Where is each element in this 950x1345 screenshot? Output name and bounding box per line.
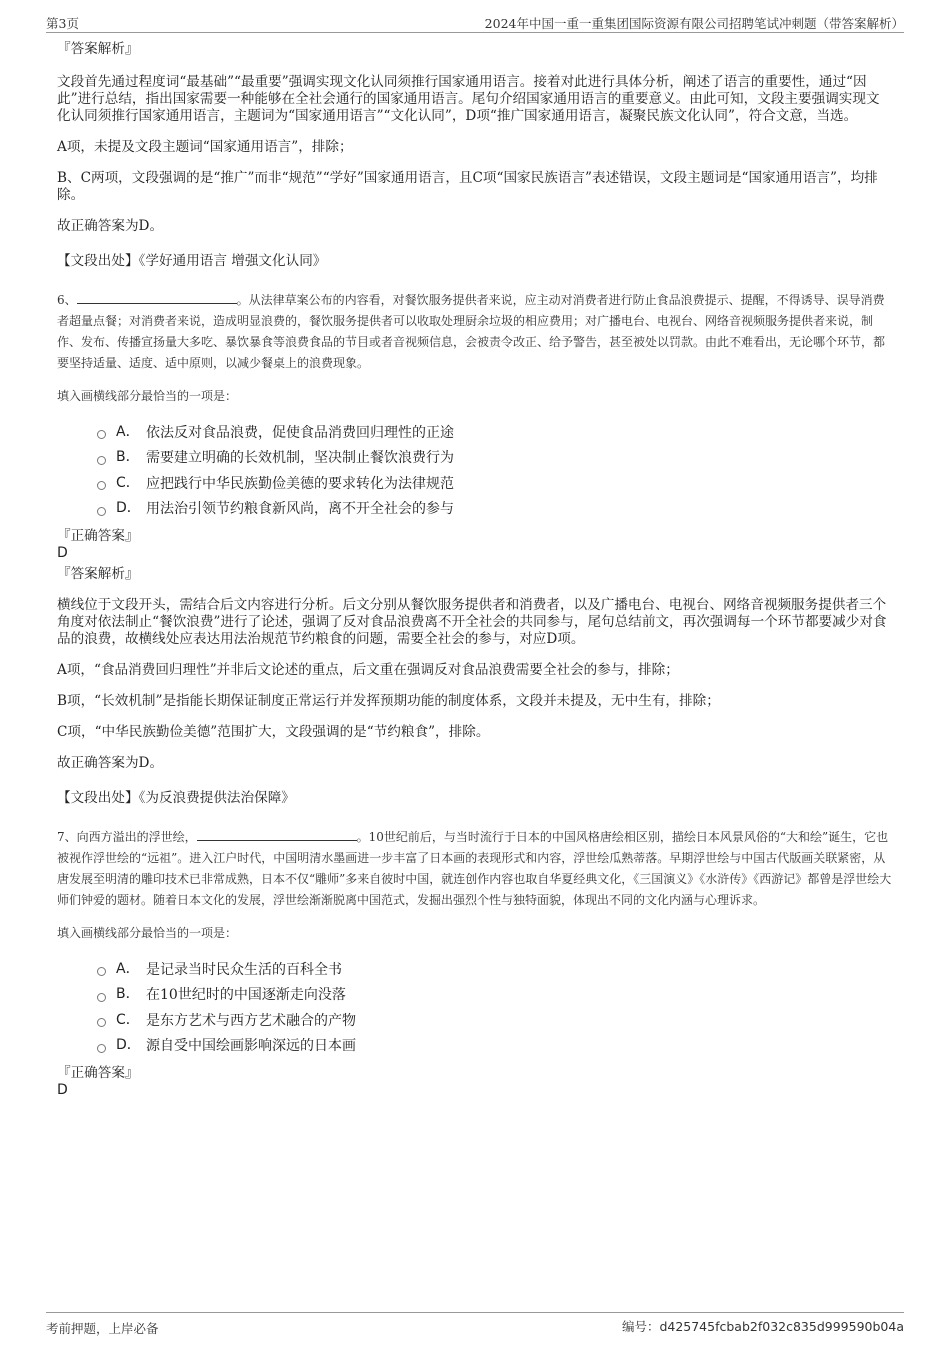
option-text: 在10世纪时的中国逐渐走向没落 bbox=[146, 987, 346, 1004]
q7-prompt: 填入画横线部分最恰当的一项是： bbox=[57, 926, 238, 940]
q6-analysis-text: 横线位于文段开头，需结合后文内容进行分析。后文分别从餐饮服务提供者和消费者，以及广播电台、电视台、网络音视频服务提供者三个角度对依法制止“餐饮浪费”进行了论述，强调了反对食品浪费离不开全社会的共同参与，尾句总结前文，再次强调每一个环节都要减少对食品的浪费，故横线处应表达用法治规范节约粮食的问题，需要全社会的参与，对应D项。 bbox=[57, 597, 887, 647]
q5-analysis-label: 『答案解析』 bbox=[57, 41, 139, 57]
q6-option-d[interactable] bbox=[97, 496, 893, 522]
q6-note-c: C项，“中华民族勤俭美德”范围扩大，文段强调的是“节约粮食”，排除。 bbox=[57, 724, 490, 740]
radio-icon[interactable] bbox=[97, 1044, 106, 1053]
q7-answer-label: 『正确答案』 bbox=[57, 1065, 139, 1081]
q6-analysis-label: 『答案解析』 bbox=[57, 566, 139, 582]
q6-option-c[interactable] bbox=[97, 470, 893, 496]
q6-conclusion: 故正确答案为D。 bbox=[57, 755, 164, 771]
radio-icon[interactable] bbox=[97, 967, 106, 976]
q6-answer: D bbox=[57, 545, 68, 561]
option-letter: C． bbox=[116, 474, 140, 491]
q5-source: 【文段出处】《学好通用语言 增强文化认同》 bbox=[57, 253, 327, 269]
q6-source: 【文段出处】《为反浪费提供法治保障》 bbox=[57, 790, 295, 806]
option-letter: B． bbox=[116, 449, 140, 466]
q6-note-a: A项，“食品消费回归理性”并非后文论述的重点，后文重在强调反对食品浪费需要全社会的参与，排除； bbox=[57, 662, 679, 678]
q6-answer-label: 『正确答案』 bbox=[57, 528, 139, 544]
q6-option-a[interactable] bbox=[97, 419, 893, 445]
page-header bbox=[46, 14, 904, 33]
q5-analysis-text: 文段首先通过程度词“最基础”“最重要”强调实现文化认同须推行国家通用语言。接着对此进行具体分析，阐述了语言的重要性，通过“因此”进行总结，指出国家需要一种能够在全社会通行的国家通用语言。尾句介绍国家通用语言的重要意义。由此可知，文段主要强调实现文化认同须推行国家通用语言，主题词为“国家通用语言”“文化认同”，D项“推广国家通用语言，凝聚民族文化认同”，符合文意，当选。 bbox=[57, 74, 880, 124]
radio-icon[interactable] bbox=[97, 1018, 106, 1027]
option-text: 用法治引领节约粮食新风尚，离不开全社会的参与 bbox=[146, 501, 454, 518]
q7-option-a[interactable] bbox=[97, 956, 893, 982]
option-text: 依法反对食品浪费，促使食品消费回归理性的正途 bbox=[146, 424, 454, 441]
q5-conclusion: 故正确答案为D。 bbox=[57, 218, 164, 234]
q7-number: 7、向西方溢出的浮世绘， bbox=[57, 830, 197, 844]
q7-options bbox=[97, 956, 893, 1058]
option-letter: C． bbox=[116, 1011, 140, 1028]
q7-fill-blank bbox=[197, 828, 357, 841]
option-text: 是记录当时民众生活的百科全书 bbox=[146, 961, 342, 978]
footer-slogan: 考前押题，上岸必备 bbox=[46, 1321, 159, 1336]
q7-option-d[interactable] bbox=[97, 1033, 893, 1059]
option-letter: D． bbox=[116, 500, 141, 517]
q6-stem bbox=[57, 290, 893, 374]
q5-note-a: A项，未提及文段主题词“国家通用语言”，排除； bbox=[57, 139, 353, 155]
q6-stem-text: 。从法律草案公布的内容看，对餐饮服务提供者来说，应主动对消费者进行防止食品浪费提示、提醒，不得诱导、误导消费者超量点餐；对消费者来说，造成明显浪费的，餐饮服务提供者可以收取处理厨余垃圾的相应费用；对广播电台、电视台、网络音视频服务提供者来说，制作、发布、传播宣扬量大多吃、暴饮暴食等浪费食品的节目或者音视频信息，会被责令改正、给予警告，甚至被处以罚款。由此不难看出，无论哪个环节，都要坚持适量、适度、适中原则，以减少餐桌上的浪费现象。 bbox=[57, 293, 886, 370]
option-letter: B． bbox=[116, 986, 140, 1003]
radio-icon[interactable] bbox=[97, 430, 106, 439]
document-title: 2024年中国一重一重集团国际资源有限公司招聘笔试冲刺题（带答案解析） bbox=[484, 16, 904, 31]
page-number: 第3页 bbox=[46, 16, 79, 31]
radio-icon[interactable] bbox=[97, 481, 106, 490]
option-letter: A． bbox=[116, 423, 140, 440]
q5-note-bc: B、C两项，文段强调的是“推广”而非“规范”“学好”国家通用语言，且C项“国家民族语言”表述错误，文段主题词是“国家通用语言”，均排除。 bbox=[57, 170, 878, 203]
document-body bbox=[57, 40, 893, 1098]
option-letter: D． bbox=[116, 1037, 141, 1054]
q7-stem bbox=[57, 827, 893, 911]
radio-icon[interactable] bbox=[97, 456, 106, 465]
document-id: 编号：d425745fcbab2f032c835d999590b04a bbox=[621, 1319, 904, 1334]
option-text: 源自受中国绘画影响深远的日本画 bbox=[146, 1038, 356, 1055]
option-text: 需要建立明确的长效机制，坚决制止餐饮浪费行为 bbox=[146, 450, 454, 467]
q7-option-c[interactable] bbox=[97, 1007, 893, 1033]
page-footer bbox=[46, 1312, 904, 1337]
q6-note-b: B项，“长效机制”是指能长期保证制度正常运行并发挥预期功能的制度体系，文段并未提及，无中生有，排除； bbox=[57, 693, 720, 709]
q7-option-b[interactable] bbox=[97, 982, 893, 1008]
radio-icon[interactable] bbox=[97, 507, 106, 516]
q7-stem-text: 。10世纪前后，与当时流行于日本的中国风格唐绘相区别，描绘日本风景风俗的“大和绘”诞生，它也被视作浮世绘的“远祖”。进入江户时代，中国明清水墨画进一步丰富了日本画的表现形式和内容，浮世绘瓜熟蒂落。早期浮世绘与中国古代版画关联紧密，从唐发展至明清的雕印技术已非常成熟，日本不仅“雕师”多来自彼时中国，就连创作内容也取自华夏经典文化，《三国演义》《水浒传》《西游记》都曾是浮世绘大师们钟爱的题材。随着日本文化的发展，浮世绘渐渐脱离中国范式，发掘出强烈个性与独特面貌，体现出不同的文化内涵与心理诉求。 bbox=[57, 830, 892, 907]
option-letter: A． bbox=[116, 960, 140, 977]
option-text: 是东方艺术与西方艺术融合的产物 bbox=[146, 1012, 356, 1029]
q6-number: 6、 bbox=[57, 293, 77, 307]
q6-option-b[interactable] bbox=[97, 445, 893, 471]
q7-answer: D bbox=[57, 1082, 68, 1098]
radio-icon[interactable] bbox=[97, 993, 106, 1002]
q6-fill-blank bbox=[77, 291, 237, 304]
q6-options bbox=[97, 419, 893, 521]
q6-prompt: 填入画横线部分最恰当的一项是： bbox=[57, 389, 238, 403]
option-text: 应把践行中华民族勤俭美德的要求转化为法律规范 bbox=[146, 475, 454, 492]
